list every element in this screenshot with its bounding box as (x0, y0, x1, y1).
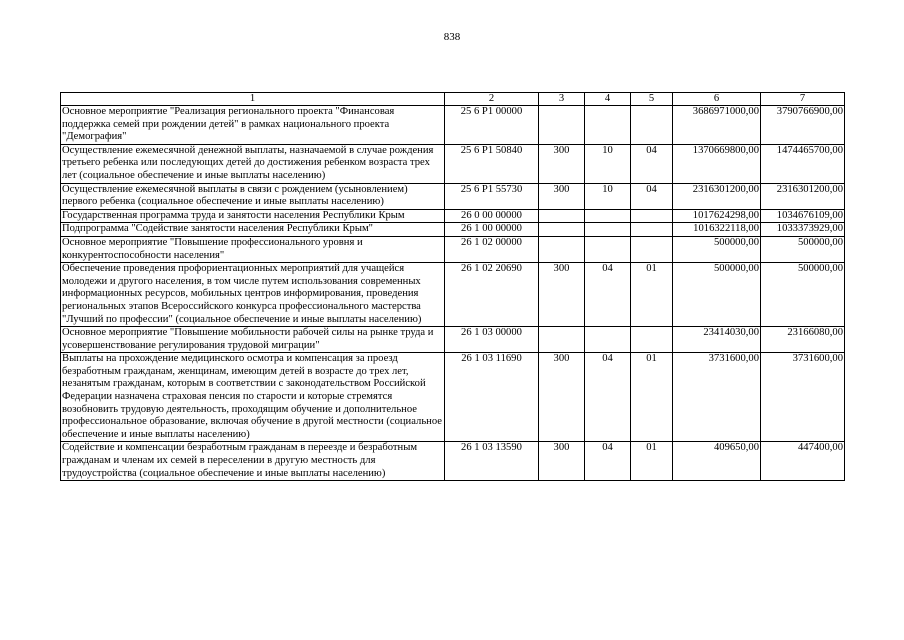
row-expense-type (539, 223, 585, 237)
row-amount-year1: 2316301200,00 (673, 183, 761, 209)
row-name: Обеспечение проведения профориентационных мероприятий для учащейся молодежи и другого населения, в том числе путем использования современных информационных ресурсов, мобильных центров информирования, проведения региональных этапов Всероссийского конкурса профессионального мастерства "Лучший по профессии" (социальное обеспечение и иные выплаты населению) (61, 263, 445, 327)
table-row (61, 236, 845, 262)
row-amount-year1: 1017624298,00 (673, 209, 761, 223)
table-row (61, 442, 845, 481)
row-expense-type: 300 (539, 263, 585, 327)
row-subsection: 04 (631, 183, 673, 209)
table-row (61, 223, 845, 237)
row-subsection (631, 236, 673, 262)
row-amount-year1: 3731600,00 (673, 353, 761, 442)
page-number: 838 (443, 31, 461, 43)
table-row (61, 106, 845, 145)
budget-table (60, 92, 845, 481)
row-section: 10 (585, 144, 631, 183)
row-subsection (631, 327, 673, 353)
row-name: Основное мероприятие "Повышение мобильности рабочей силы на рынке труда и усовершенствование регулирования трудовой миграции" (61, 327, 445, 353)
row-name: Содействие и компенсации безработным гражданам в переезде и безработным гражданам и членам их семей в переселении в другую местность для трудоустройства (социальное обеспечение и иные выплаты населению) (61, 442, 445, 481)
row-amount-year1: 23414030,00 (673, 327, 761, 353)
row-section (585, 209, 631, 223)
row-code: 26 1 02 00000 (445, 236, 539, 262)
row-code: 26 1 03 00000 (445, 327, 539, 353)
row-expense-type (539, 106, 585, 145)
row-code: 26 1 00 00000 (445, 223, 539, 237)
row-subsection: 01 (631, 353, 673, 442)
row-amount-year2: 1474465700,00 (761, 144, 845, 183)
column-header: 4 (585, 93, 631, 106)
row-name: Осуществление ежемесячной выплаты в связи с рождением (усыновлением) первого ребенка (социальное обеспечение и иные выплаты населению) (61, 183, 445, 209)
row-section: 04 (585, 263, 631, 327)
row-code: 25 6 P1 55730 (445, 183, 539, 209)
row-section (585, 236, 631, 262)
row-amount-year1: 500000,00 (673, 263, 761, 327)
row-expense-type: 300 (539, 183, 585, 209)
row-name: Подпрограмма "Содействие занятости населения Республики Крым" (61, 223, 445, 237)
row-expense-type (539, 327, 585, 353)
row-expense-type: 300 (539, 353, 585, 442)
header-row (61, 93, 845, 106)
row-name: Основное мероприятие "Реализация регионального проекта "Финансовая поддержка семей при рождении детей" в рамках национального проекта "Демография" (61, 106, 445, 145)
column-header: 5 (631, 93, 673, 106)
column-header: 1 (61, 93, 445, 106)
row-subsection: 04 (631, 144, 673, 183)
row-section: 04 (585, 442, 631, 481)
row-section (585, 223, 631, 237)
row-amount-year2: 500000,00 (761, 263, 845, 327)
row-expense-type (539, 236, 585, 262)
row-expense-type: 300 (539, 442, 585, 481)
row-subsection (631, 106, 673, 145)
table-row (61, 263, 845, 327)
row-amount-year1: 409650,00 (673, 442, 761, 481)
table-row (61, 327, 845, 353)
row-subsection (631, 223, 673, 237)
row-name: Выплаты на прохождение медицинского осмотра и компенсация за проезд безработным гражданам, женщинам, имеющим детей в возрасте до трех лет, незанятым гражданам, которым в соответствии с законодательством Российской Федерации назначена страховая пенсия по старости и которые стремятся возобновить трудовую деятельность, проходящим обучение и дополнительное профессиональное образование, включая обучение в другой местности (социальное обеспечение и иные выплаты населению) (61, 353, 445, 442)
row-name: Основное мероприятие "Повышение профессионального уровня и конкурентоспособности населения" (61, 236, 445, 262)
row-section (585, 327, 631, 353)
row-name: Осуществление ежемесячной денежной выплаты, назначаемой в случае рождения третьего ребенка или последующих детей до достижения ребенком возраста трех лет (социальное обеспечение и иные выплаты населению) (61, 144, 445, 183)
row-section (585, 106, 631, 145)
row-amount-year2: 1034676109,00 (761, 209, 845, 223)
row-amount-year2: 3731600,00 (761, 353, 845, 442)
row-expense-type (539, 209, 585, 223)
row-subsection: 01 (631, 442, 673, 481)
row-name: Государственная программа труда и занятости населения Республики Крым (61, 209, 445, 223)
row-code: 26 0 00 00000 (445, 209, 539, 223)
row-code: 26 1 03 13590 (445, 442, 539, 481)
table-row (61, 144, 845, 183)
table-row (61, 209, 845, 223)
row-amount-year2: 3790766900,00 (761, 106, 845, 145)
row-amount-year1: 500000,00 (673, 236, 761, 262)
row-code: 26 1 03 11690 (445, 353, 539, 442)
row-amount-year2: 2316301200,00 (761, 183, 845, 209)
column-header: 7 (761, 93, 845, 106)
column-header: 6 (673, 93, 761, 106)
row-section: 04 (585, 353, 631, 442)
row-subsection (631, 209, 673, 223)
row-code: 25 6 P1 50840 (445, 144, 539, 183)
row-amount-year1: 3686971000,00 (673, 106, 761, 145)
column-header: 2 (445, 93, 539, 106)
row-amount-year1: 1370669800,00 (673, 144, 761, 183)
row-code: 25 6 P1 00000 (445, 106, 539, 145)
row-amount-year2: 1033373929,00 (761, 223, 845, 237)
row-amount-year2: 447400,00 (761, 442, 845, 481)
row-section: 10 (585, 183, 631, 209)
column-header: 3 (539, 93, 585, 106)
row-amount-year2: 23166080,00 (761, 327, 845, 353)
table-row (61, 353, 845, 442)
row-expense-type: 300 (539, 144, 585, 183)
row-code: 26 1 02 20690 (445, 263, 539, 327)
row-amount-year1: 1016322118,00 (673, 223, 761, 237)
row-amount-year2: 500000,00 (761, 236, 845, 262)
table-row (61, 183, 845, 209)
row-subsection: 01 (631, 263, 673, 327)
